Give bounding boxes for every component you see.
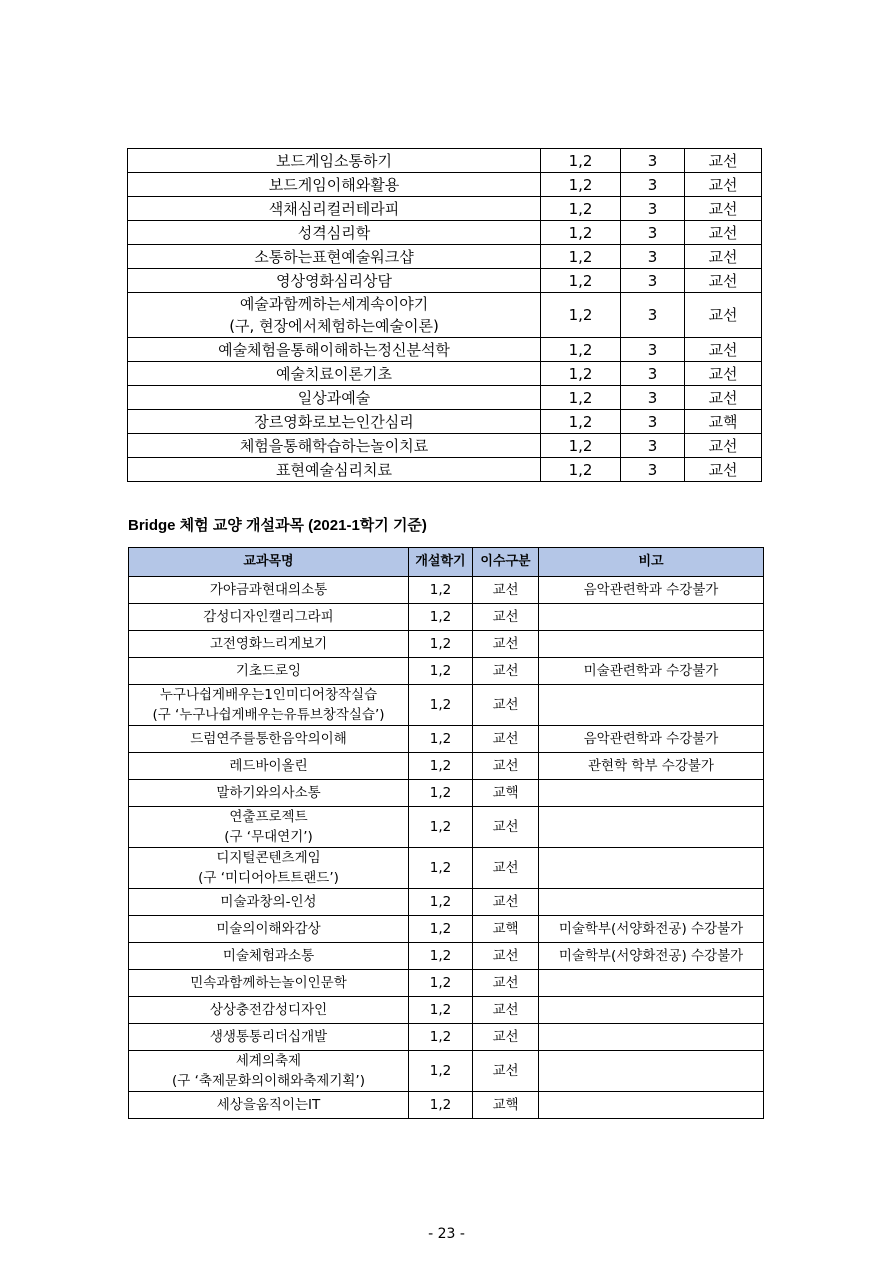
course-name: 미술의이해와감상 xyxy=(216,921,321,937)
semester-cell: 1,2 xyxy=(541,173,621,197)
credits-cell: 3 xyxy=(621,386,685,410)
credits-cell: 3 xyxy=(621,338,685,362)
note-cell xyxy=(539,780,764,807)
semester-cell: 1,2 xyxy=(409,848,473,889)
course-type-cell: 교선 xyxy=(473,997,539,1024)
credits-cell: 3 xyxy=(621,245,685,269)
note-cell xyxy=(539,848,764,889)
note-cell: 음악관련학과 수강불가 xyxy=(539,726,764,753)
course-type-cell: 교선 xyxy=(473,577,539,604)
course-name: 상상충전감성디자인 xyxy=(209,1002,328,1018)
course-name-cell xyxy=(128,197,541,221)
note-cell xyxy=(539,1092,764,1119)
course-name-cell xyxy=(128,362,541,386)
credits-cell: 3 xyxy=(621,149,685,173)
course-name-cell xyxy=(128,221,541,245)
course-former-name: (구, 현장에서체험하는예술이론) xyxy=(229,317,439,335)
course-name: 색채심리컬러테라피 xyxy=(268,199,400,218)
course-type-cell: 교선 xyxy=(685,434,762,458)
semester-cell: 1,2 xyxy=(409,997,473,1024)
table-header-row xyxy=(129,548,764,577)
header-note: 비고 xyxy=(539,548,764,577)
course-type-cell: 교선 xyxy=(473,726,539,753)
course-name: 보드게임소통하기 xyxy=(276,151,392,170)
table-row xyxy=(128,434,762,458)
course-name: 기초드로잉 xyxy=(235,663,302,679)
credits-cell: 3 xyxy=(621,173,685,197)
course-table-1 xyxy=(127,148,762,482)
course-type-cell: 교선 xyxy=(473,631,539,658)
course-table-2 xyxy=(128,547,764,1119)
course-name-cell xyxy=(129,970,409,997)
note-cell xyxy=(539,604,764,631)
course-type-cell: 교선 xyxy=(685,221,762,245)
table-row xyxy=(129,658,764,685)
table-row xyxy=(128,269,762,293)
table-row xyxy=(128,173,762,197)
credits-cell: 3 xyxy=(621,269,685,293)
table-row xyxy=(129,970,764,997)
semester-cell: 1,2 xyxy=(409,658,473,685)
course-name-cell xyxy=(128,293,541,338)
table-row xyxy=(128,293,762,338)
semester-cell: 1,2 xyxy=(541,458,621,482)
course-name-cell xyxy=(129,916,409,943)
course-type-cell: 교선 xyxy=(685,362,762,386)
semester-cell: 1,2 xyxy=(409,577,473,604)
semester-cell: 1,2 xyxy=(409,726,473,753)
table-row xyxy=(129,726,764,753)
course-type-cell: 교선 xyxy=(473,807,539,848)
header-course-type: 이수구분 xyxy=(473,548,539,577)
course-name-cell xyxy=(129,631,409,658)
semester-cell: 1,2 xyxy=(409,780,473,807)
table-row xyxy=(128,245,762,269)
course-name-cell xyxy=(129,889,409,916)
table-row xyxy=(129,604,764,631)
table-row xyxy=(129,889,764,916)
semester-cell: 1,2 xyxy=(541,434,621,458)
course-name-cell xyxy=(128,173,541,197)
course-type-cell: 교선 xyxy=(473,1024,539,1051)
course-name: 민속과함께하는놀이인문학 xyxy=(190,975,347,991)
semester-cell: 1,2 xyxy=(409,807,473,848)
course-type-cell: 교선 xyxy=(473,848,539,889)
credits-cell: 3 xyxy=(621,221,685,245)
course-name-cell xyxy=(129,807,409,848)
course-name: 체험을통해학습하는놀이치료 xyxy=(239,436,429,455)
course-name: 성격심리학 xyxy=(297,223,371,242)
course-type-cell: 교선 xyxy=(473,1051,539,1092)
course-name-cell xyxy=(129,997,409,1024)
credits-cell: 3 xyxy=(621,410,685,434)
course-type-cell: 교선 xyxy=(685,197,762,221)
course-name-cell xyxy=(128,269,541,293)
header-semester: 개설학기 xyxy=(409,548,473,577)
semester-cell: 1,2 xyxy=(541,197,621,221)
course-name: 영상영화심리상담 xyxy=(276,271,392,290)
course-type-cell: 교선 xyxy=(685,245,762,269)
course-type-cell: 교핵 xyxy=(685,410,762,434)
course-type-cell: 교선 xyxy=(473,685,539,726)
course-name-cell xyxy=(129,753,409,780)
semester-cell: 1,2 xyxy=(409,970,473,997)
course-name: 예술과함께하는세계속이야기 xyxy=(239,295,429,313)
table-row xyxy=(128,410,762,434)
semester-cell: 1,2 xyxy=(409,1092,473,1119)
table-row xyxy=(128,197,762,221)
semester-cell: 1,2 xyxy=(409,631,473,658)
course-type-cell: 교선 xyxy=(473,970,539,997)
table-row xyxy=(129,685,764,726)
course-type-cell: 교핵 xyxy=(473,780,539,807)
course-name: 감성디자인캘리그라피 xyxy=(203,609,334,625)
note-cell: 관현학 학부 수강불가 xyxy=(539,753,764,780)
course-name: 일상과예술 xyxy=(297,388,371,407)
semester-cell: 1,2 xyxy=(409,889,473,916)
course-name-cell xyxy=(129,780,409,807)
course-name-cell xyxy=(129,1024,409,1051)
course-name: 예술체험을통해이해하는정신분석학 xyxy=(218,340,450,359)
course-name-cell xyxy=(129,726,409,753)
table-row xyxy=(128,338,762,362)
course-name: 말하기와의사소통 xyxy=(216,785,321,801)
table-row xyxy=(129,807,764,848)
course-name: 예술치료이론기초 xyxy=(276,364,392,383)
semester-cell: 1,2 xyxy=(409,943,473,970)
course-former-name: (구 ‘무대연기’) xyxy=(224,829,313,845)
course-type-cell: 교선 xyxy=(685,386,762,410)
course-name-cell xyxy=(128,386,541,410)
course-name: 소통하는표현예술워크샵 xyxy=(254,247,414,266)
course-former-name: (구 ‘누구나쉽게배우는유튜브창작실습’) xyxy=(152,707,385,723)
course-name-cell xyxy=(128,410,541,434)
table-row xyxy=(129,997,764,1024)
credits-cell: 3 xyxy=(621,434,685,458)
semester-cell: 1,2 xyxy=(409,916,473,943)
semester-cell: 1,2 xyxy=(541,386,621,410)
course-name: 미술과창의-인성 xyxy=(220,894,317,910)
table-row xyxy=(129,916,764,943)
course-name: 미술체험과소통 xyxy=(222,948,315,964)
semester-cell: 1,2 xyxy=(409,753,473,780)
semester-cell: 1,2 xyxy=(541,362,621,386)
page-number: - 23 - xyxy=(428,1226,465,1242)
course-former-name: (구 ‘미디어아트트랜드’) xyxy=(198,870,339,886)
course-name: 가야금과현대의소통 xyxy=(209,582,328,598)
course-name: 고전영화느리게보기 xyxy=(209,636,328,652)
course-type-cell: 교선 xyxy=(473,943,539,970)
table-row xyxy=(129,780,764,807)
table-row xyxy=(129,1024,764,1051)
table-row xyxy=(128,221,762,245)
credits-cell: 3 xyxy=(621,362,685,386)
credits-cell: 3 xyxy=(621,197,685,221)
course-name: 드럼연주를통한음악의이해 xyxy=(190,731,347,747)
table-row xyxy=(129,848,764,889)
table-row xyxy=(128,458,762,482)
course-type-cell: 교선 xyxy=(473,658,539,685)
course-name-cell xyxy=(128,245,541,269)
course-type-cell: 교선 xyxy=(685,293,762,338)
course-name: 세상을움직이는IT xyxy=(216,1097,321,1113)
course-name: 생생통통리더십개발 xyxy=(209,1029,328,1045)
note-cell xyxy=(539,1024,764,1051)
semester-cell: 1,2 xyxy=(541,245,621,269)
course-name: 세계의축제 xyxy=(235,1053,302,1069)
note-cell xyxy=(539,889,764,916)
course-name-cell xyxy=(129,604,409,631)
course-name: 장르영화로보는인간심리 xyxy=(254,412,414,431)
course-name-cell xyxy=(128,338,541,362)
table-row xyxy=(129,631,764,658)
course-name-cell xyxy=(129,848,409,889)
note-cell xyxy=(539,970,764,997)
table-row xyxy=(129,1092,764,1119)
note-cell: 미술학부(서양화전공) 수강불가 xyxy=(539,943,764,970)
course-type-cell: 교선 xyxy=(473,604,539,631)
semester-cell: 1,2 xyxy=(541,410,621,434)
course-name-cell xyxy=(128,434,541,458)
table-row xyxy=(129,577,764,604)
credits-cell: 3 xyxy=(621,293,685,338)
semester-cell: 1,2 xyxy=(409,604,473,631)
course-type-cell: 교선 xyxy=(685,338,762,362)
semester-cell: 1,2 xyxy=(541,149,621,173)
course-name: 레드바이올린 xyxy=(229,758,308,774)
course-name-cell xyxy=(129,1092,409,1119)
course-type-cell: 교핵 xyxy=(473,1092,539,1119)
course-name-cell xyxy=(128,149,541,173)
semester-cell: 1,2 xyxy=(541,293,621,338)
table-row xyxy=(128,386,762,410)
semester-cell: 1,2 xyxy=(541,338,621,362)
table-row xyxy=(129,1051,764,1092)
course-name: 디지털콘텐츠게임 xyxy=(216,850,321,866)
course-name-cell xyxy=(129,577,409,604)
table-row xyxy=(129,753,764,780)
course-name: 연출프로젝트 xyxy=(229,809,308,825)
semester-cell: 1,2 xyxy=(409,1024,473,1051)
section-title: Bridge 체험 교양 개설과목 (2021-1학기 기준) xyxy=(128,517,427,534)
course-name-cell xyxy=(129,1051,409,1092)
course-name-cell xyxy=(129,685,409,726)
note-cell xyxy=(539,1051,764,1092)
semester-cell: 1,2 xyxy=(409,1051,473,1092)
semester-cell: 1,2 xyxy=(541,221,621,245)
semester-cell: 1,2 xyxy=(409,685,473,726)
course-name-cell xyxy=(129,658,409,685)
course-name-cell xyxy=(128,458,541,482)
course-type-cell: 교선 xyxy=(685,149,762,173)
course-type-cell: 교선 xyxy=(685,269,762,293)
note-cell xyxy=(539,807,764,848)
note-cell: 미술학부(서양화전공) 수강불가 xyxy=(539,916,764,943)
note-cell: 미술관련학과 수강불가 xyxy=(539,658,764,685)
note-cell xyxy=(539,685,764,726)
course-type-cell: 교선 xyxy=(473,889,539,916)
course-type-cell: 교선 xyxy=(685,173,762,197)
table-row xyxy=(129,943,764,970)
note-cell: 음악관련학과 수강불가 xyxy=(539,577,764,604)
course-name-cell xyxy=(129,943,409,970)
course-former-name: (구 ‘축제문화의이해와축제기획’) xyxy=(172,1073,365,1089)
note-cell xyxy=(539,997,764,1024)
credits-cell: 3 xyxy=(621,458,685,482)
course-name: 보드게임이해와활용 xyxy=(268,175,400,194)
course-name: 누구나쉽게배우는1인미디어창작실습 xyxy=(159,687,378,703)
semester-cell: 1,2 xyxy=(541,269,621,293)
table-row xyxy=(128,362,762,386)
course-type-cell: 교핵 xyxy=(473,916,539,943)
note-cell xyxy=(539,631,764,658)
header-course-name: 교과목명 xyxy=(129,548,409,577)
table-row xyxy=(128,149,762,173)
course-type-cell: 교선 xyxy=(473,753,539,780)
course-type-cell: 교선 xyxy=(685,458,762,482)
course-name: 표현예술심리치료 xyxy=(276,460,392,479)
